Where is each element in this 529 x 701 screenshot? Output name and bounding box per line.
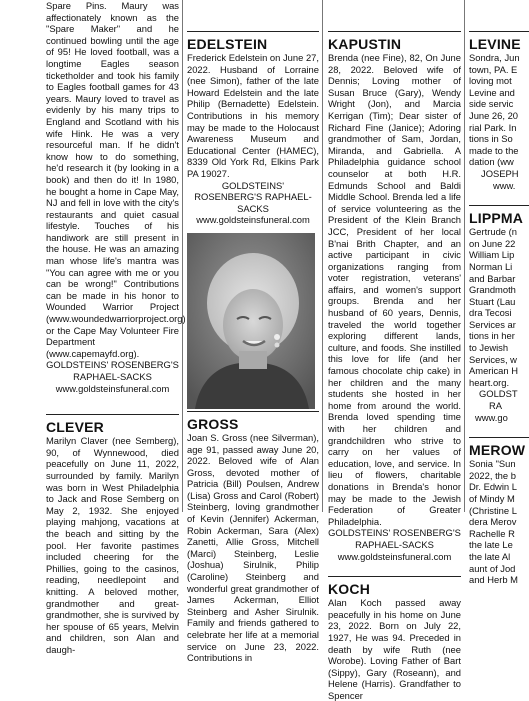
funeral-home-credit: GOLDSTEINS' ROSENBERG'S RAPHAEL-SACKS www.goldsteinsfuneral.com bbox=[328, 527, 461, 562]
column-2 bbox=[187, 0, 319, 664]
obituary-body-edelstein: Frederick Edelstein on June 27, 2022. Husband of Lorraine (nee Simon), father of the late Howard Edelstein and the late Philip (Bernadette) Edelstein. Contributions in his memory may be made to the Holocaust Awareness Museum and Educational Center (HAMEC), 8339 Old York Rd, Elkins Park PA 19027. bbox=[187, 52, 319, 179]
obituary-continued-text: Spare Pins. Maury was affectionately known as the "Spare Maker" and he continued bowling until the age of 95! He loved football, was a longtime Eagles season ticketholder and took his family to Eagles football games for 43 years. Maury loved to travel as evidenly by his many trips to England and Scotland with his wife Hink. He was a very resourceful man. If he didn't know how to do something, he'd research it (by looking in a book) and then do it! In 1980, he bought a home in Cape May, NJ and fell in love with the city's restaurants and quiet casual lifestyle. Touches of his handiwork are still present in the house. He was an amazing man whose life's mantra was "You can agree with me or you can be wrong!" Contributions can be made in his honor to Wounded Warrior Project (www.woundedwarriorproject.org) or the Cape May Volunteer Fire Department (www.capemayfd.org). bbox=[46, 0, 186, 359]
section-rule bbox=[187, 31, 319, 32]
column-divider bbox=[182, 0, 183, 512]
section-rule bbox=[469, 31, 529, 32]
column-3 bbox=[328, 0, 461, 701]
obituary-name-lippman: LIPPMA bbox=[469, 210, 524, 227]
obituary-body-levine: Sondra, Jun town, PA. E loving mot Levine and side servic June 26, 20 rial Park. In tions in So made to the dation (ww JOSEPH www. bbox=[469, 52, 520, 191]
section-rule bbox=[328, 31, 461, 32]
obituary-name-clever: CLEVER bbox=[46, 419, 104, 436]
obituary-name-merow: MEROW bbox=[469, 442, 526, 459]
section-rule bbox=[187, 411, 319, 412]
column-4 bbox=[469, 0, 526, 586]
obituary-body-merow: Sonia "Sun 2022, the b Dr. Edwin L of Mindy M (Christine L dera Merov Rachelle R the late Le the late Al aunt of Jod and Herb M bbox=[469, 458, 518, 586]
obituary-body-clever: Marilyn Claver (nee Semberg), 90, of Wynnewood, died peacefully on June 11, 2022, surrounded by family. Marilyn was born in West Philadelphia to Jack and Rose Semberg on May 2, 1932. She enjoyed playing mahjong, vacations at the beach and sitting by the pool. Her favorite pastimes included cheering for the Phillies, going to the casinos, reading, needlepoint and knitting. A beloved mother, grandmother and great-grandmother, she is survived by her spouse of 65 years, Melvin and children, son Alan and daugh- bbox=[46, 435, 179, 655]
section-rule bbox=[328, 576, 461, 577]
column-1 bbox=[46, 0, 186, 655]
funeral-home-credit: GOLDSTEINS' ROSENBERG'S RAPHAEL-SACKS www.goldsteinsfuneral.com bbox=[194, 179, 312, 226]
obituary-name-koch: KOCH bbox=[328, 581, 371, 598]
column-divider bbox=[464, 0, 465, 512]
portrait-image-icon bbox=[187, 233, 315, 409]
column-divider bbox=[322, 0, 323, 512]
funeral-home-credit: GOLDSTEINS' ROSENBERG'S RAPHAEL-SACKS www.goldsteinsfuneral.com bbox=[46, 359, 179, 394]
obituary-body-koch: Alan Koch passed away peacefully in his home on June 23, 2022. Born on July 22, 1927, He was 94. Preceded in death by wife Ruth (nee Worobe). Loving Father of Bart (Sippy), Gary (Roseann), and Helene (Harris). Grandfather to Spencer bbox=[328, 597, 461, 701]
section-rule bbox=[469, 205, 529, 206]
obituary-name-levine: LEVINE bbox=[469, 36, 521, 52]
obituary-name-edelstein: EDELSTEIN bbox=[187, 36, 268, 52]
obituary-name-gross: GROSS bbox=[187, 415, 239, 432]
section-rule bbox=[46, 414, 179, 415]
section-rule bbox=[469, 437, 529, 438]
portrait-photo bbox=[187, 233, 315, 409]
obituary-body-gross: Joan S. Gross (nee Silverman), age 91, passed away June 20, 2022. Beloved wife of Alan Gross, devoted mother of Patricia (Bill) Poulsen, Andrew (Lisa) Gross and Carol (Robert) Steinberg, loving grandmother of Kevin (Jennifer) Ackerman, Robin Ackerman, Sara (Alex) Zanetti, Allie Gross, Mitchell (Marci) Steinberg, Leslie (Joshua) Sirulnik, Philip (Caroline) Steinberg and wonderful great grandmother of James Ackerman, Elliot Steinberg and Asher Sirulnik. Family and friends gathered to celebrate her life at a memorial service on June 23, 2022. Contributions in bbox=[187, 431, 319, 664]
obituary-name-kapustin: KAPUSTIN bbox=[328, 36, 402, 52]
obituary-body-kapustin: Brenda (nee Fine), 82, On June 28, 2022. Beloved wife of Dennis; Loving mother of Susan Bruce (Gary), Wendy Wright (Jon), and Marcia Kerrigan (Tim); Dear sister of Richard Fine (Janice); Adoring grandmother of Sam, Jordan, Miranda, and Gabriella. A Philadelphia guidance school counselor at both H.R. Edmunds School and Baldi Middle School. Brenda led a life of service volunteering as the President of the Klein Branch JCC, President of her local B'nai Brith Chapter, and an active participant in civic organizations ranging from voter registration, veterans' affairs, and women's support groups. Brenda and her husband of 60 years, Dennis, traveled the world together exploring different lands, culture, and foods. She instilled this love for life (and her famous chocolate chip cake) in her children and the many students she hosted in her home from around the world. Brenda loved spending time with her children and grandchildren who strive to carry on her values of education, love, and service. In lieu of flowers, charitable donations in Brenda's honor may be made to the Jewish Federation of Greater Philadelphia. bbox=[328, 52, 461, 527]
obituary-body-lippman: Gertrude (n on June 22 William Lip Norman Li and Barbar Grandmoth Stuart (Lau dra Tecosi Services ar tions in her to Jewish Services, w American H heart.org. GOLDST RA www.go bbox=[469, 226, 518, 423]
